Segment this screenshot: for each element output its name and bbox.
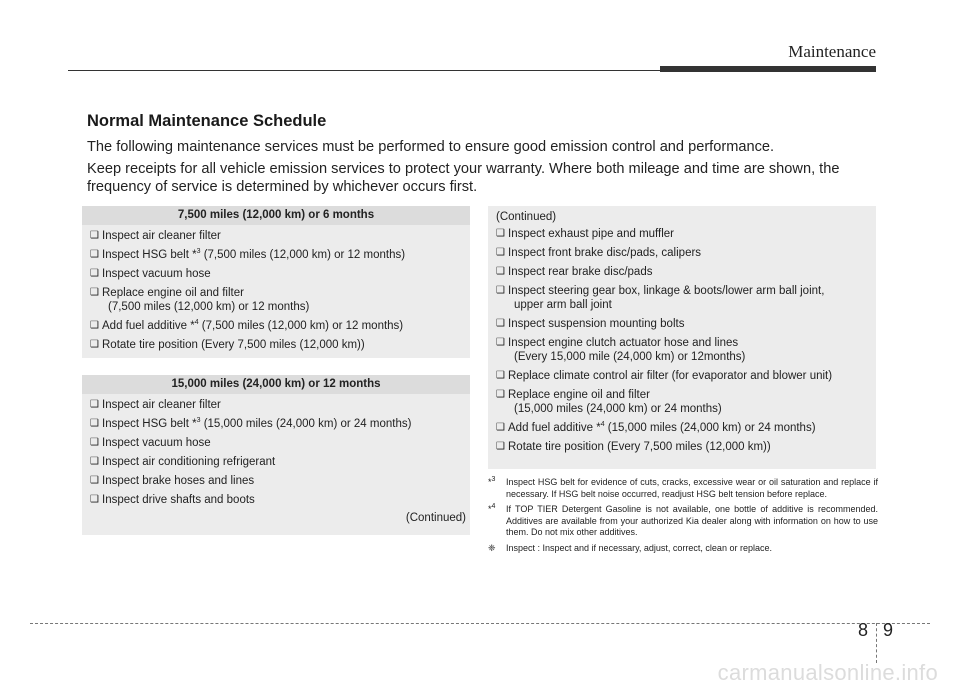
checklist-item [90, 493, 464, 507]
footnote-number: 3 [491, 476, 496, 483]
footnote-text: Inspect HSG belt for evidence of cuts, cracks, excessive wear or oil saturation and replace if necessary. If HSG belt noise occurred, readjust HSG belt tension before replace. [506, 477, 878, 499]
checkbox-icon: ❑ [496, 228, 505, 239]
checkbox-icon: ❑ [90, 437, 99, 448]
item-text: Inspect drive shafts and boots [102, 494, 255, 506]
item-interval: (15,000 miles (24,000 km) or 24 months) [200, 418, 412, 430]
checkbox-icon: ❑ [90, 494, 99, 505]
checklist-item [496, 336, 870, 364]
item-text: Inspect exhaust pipe and muffler [508, 228, 675, 240]
item-subtext: (Every 15,000 mile (24,000 km) or 12months) [514, 351, 746, 363]
schedule-box-7500 [82, 206, 470, 358]
checkbox-icon: ❑ [496, 247, 505, 258]
schedule-box-title: 7,500 miles (12,000 km) or 6 months [82, 206, 470, 225]
footnote-ref: 3 [196, 417, 201, 425]
item-subtext: (7,500 miles (12,000 km) or 12 months) [108, 301, 310, 313]
checklist-item [90, 474, 464, 488]
checkbox-icon: ❑ [90, 418, 99, 429]
checklist-item [496, 440, 870, 454]
checkbox-icon: ❑ [90, 456, 99, 467]
checklist-item [496, 284, 870, 312]
footnote-ref: 3 [196, 248, 201, 256]
item-text: Inspect air cleaner filter [102, 230, 221, 242]
item-text: Inspect engine clutch actuator hose and lines [508, 337, 739, 349]
footnote-number: 4 [491, 503, 496, 510]
item-interval: (7,500 miles (12,000 km) or 12 months) [198, 320, 404, 332]
checklist-item [496, 265, 870, 279]
item-text: Inspect vacuum hose [102, 268, 211, 280]
checklist-item [90, 319, 464, 333]
footnote-symbol: * [488, 477, 492, 487]
checklist-item [496, 227, 870, 241]
footnote-marker [488, 543, 506, 555]
checkbox-icon: ❑ [90, 320, 99, 331]
item-subtext: upper arm ball joint [514, 299, 612, 311]
footnote-ref: 4 [194, 319, 199, 327]
item-text: Inspect air conditioning refrigerant [102, 456, 276, 468]
item-text: Inspect HSG belt * [102, 249, 197, 261]
checkbox-icon: ❑ [90, 339, 99, 350]
footnote-text: If TOP TIER Detergent Gasoline is not available, one bottle of additive is recommended. Additives are available from your authorized Kia dealer along with information on how to use them. Do not mix other additives. [506, 504, 878, 537]
checkbox-icon: ❑ [496, 266, 505, 277]
footnote [488, 543, 878, 555]
intro-paragraph-2: Keep receipts for all vehicle emission services to protect your warranty. Where both mileage and time are shown, the frequency of service is determined by whichever occurs first. [87, 161, 840, 195]
checklist [488, 227, 876, 454]
chapter-number: 8 [858, 620, 869, 640]
checkbox-icon: ❑ [90, 399, 99, 410]
checkbox-icon: ❑ [90, 230, 99, 241]
footnote-marker [488, 477, 506, 500]
watermark: carmanualsonline.info [717, 660, 938, 685]
checklist [82, 225, 470, 352]
checkbox-icon: ❑ [496, 285, 505, 296]
item-text: Add fuel additive * [508, 422, 601, 434]
checklist-item [496, 388, 870, 416]
schedule-box-15000 [82, 375, 470, 535]
checklist-item [90, 229, 464, 243]
checklist-item [90, 436, 464, 450]
continued-label: (Continued) [405, 512, 466, 524]
checkbox-icon: ❑ [496, 337, 505, 348]
checklist-item [90, 267, 464, 281]
checklist-item [90, 417, 464, 431]
checkbox-icon: ❑ [90, 268, 99, 279]
page-heading: Normal Maintenance Schedule [87, 112, 327, 130]
footnotes [488, 477, 878, 558]
footnote-symbol: * [488, 504, 492, 514]
checklist-item [90, 248, 464, 262]
continued-label: (Continued) [496, 211, 557, 223]
item-text: Replace climate control air filter (for evaporator and blower unit) [508, 370, 833, 382]
item-text: Inspect vacuum hose [102, 437, 211, 449]
item-text: Inspect HSG belt * [102, 418, 197, 430]
footnote-marker [488, 504, 506, 539]
page-number: 9 [883, 620, 894, 640]
item-text: Inspect brake hoses and lines [102, 475, 255, 487]
item-interval: (15,000 miles (24,000 km) or 24 months) [604, 422, 816, 434]
item-text: Rotate tire position (Every 7,500 miles (12,000 km)) [102, 339, 365, 351]
header-rule [68, 70, 668, 71]
item-text: Inspect air cleaner filter [102, 399, 221, 411]
item-text: Inspect front brake disc/pads, calipers [508, 247, 702, 259]
checkbox-icon: ❑ [496, 389, 505, 400]
checklist-item [90, 338, 464, 352]
footnote [488, 477, 878, 500]
checklist-item [496, 246, 870, 260]
checkbox-icon: ❑ [90, 249, 99, 260]
schedule-box-title: 15,000 miles (24,000 km) or 12 months [82, 375, 470, 394]
item-text: Inspect suspension mounting bolts [508, 318, 685, 330]
checkbox-icon: ❑ [496, 318, 505, 329]
checkbox-icon: ❑ [496, 422, 505, 433]
item-subtext: (15,000 miles (24,000 km) or 24 months) [514, 403, 722, 415]
item-text: Inspect rear brake disc/pads [508, 266, 653, 278]
checkbox-icon: ❑ [496, 441, 505, 452]
checklist [82, 394, 470, 507]
item-interval: (7,500 miles (12,000 km) or 12 months) [200, 249, 406, 261]
checkbox-icon: ❑ [90, 475, 99, 486]
checklist-item [90, 398, 464, 412]
footnote-ref: 4 [600, 421, 605, 429]
item-text: Inspect steering gear box, linkage & boots/lower arm ball joint, [508, 285, 825, 297]
checkbox-icon: ❑ [496, 370, 505, 381]
checklist-item [90, 455, 464, 469]
item-text: Replace engine oil and filter [508, 389, 650, 401]
checklist-item [496, 421, 870, 435]
checklist-item [496, 317, 870, 331]
item-text: Add fuel additive * [102, 320, 195, 332]
footnote-symbol: ❈ [488, 542, 496, 553]
section-title: Maintenance [788, 42, 876, 61]
footnote-text: Inspect : Inspect and if necessary, adjust, correct, clean or replace. [506, 542, 772, 553]
schedule-box-continued [488, 206, 876, 469]
checklist-item [90, 286, 464, 314]
header-rule-accent [660, 66, 876, 72]
item-text: Replace engine oil and filter [102, 287, 244, 299]
item-text: Rotate tire position (Every 7,500 miles (12,000 km)) [508, 441, 771, 453]
footer-divider [876, 623, 877, 663]
checklist-item [496, 369, 870, 383]
checkbox-icon: ❑ [90, 287, 99, 298]
intro-paragraph-1: The following maintenance services must be performed to ensure good emission control and performance. [87, 139, 775, 155]
footer-rule [30, 623, 930, 624]
footnote [488, 504, 878, 539]
